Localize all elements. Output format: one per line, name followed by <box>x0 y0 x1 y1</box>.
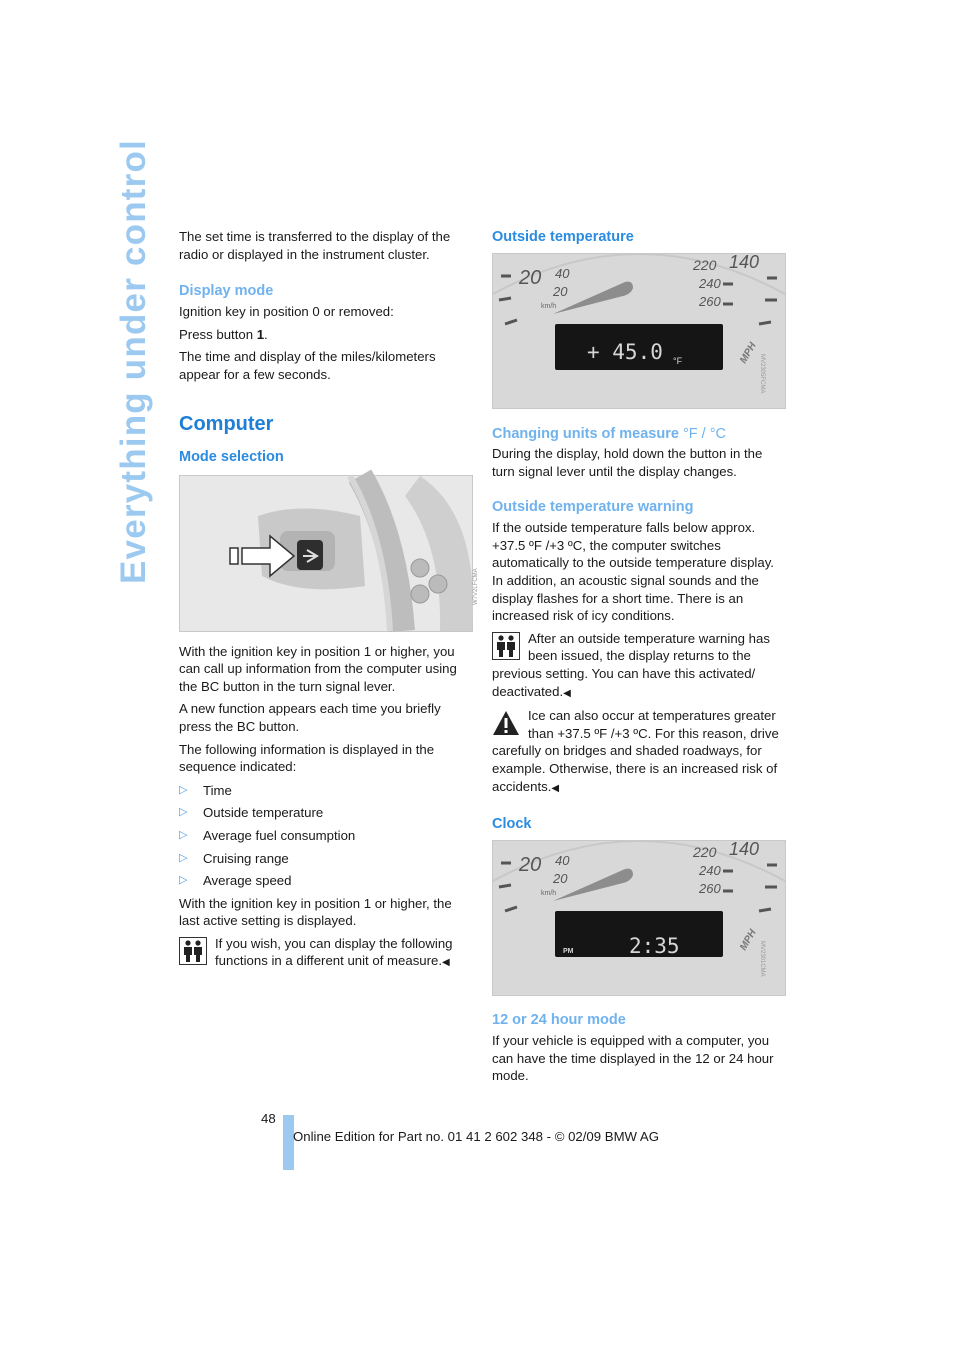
gauge-mph: MPH <box>738 340 759 366</box>
page-number: 48 <box>261 1111 276 1126</box>
gauge-label: 240 <box>699 276 721 291</box>
gauge-label: 140 <box>729 252 760 272</box>
gauge-label: 40 <box>555 853 570 869</box>
ice-warning-text: Ice can also occur at temperatures greater than +37.5 ºF /+3 ºC. For this reason, drive carefully on bridges and shaded roadways, for example. Otherwise, there is an increased risk of accidents. <box>492 708 779 794</box>
gauge-label: 20 <box>553 871 568 887</box>
warning-triangle-icon <box>492 709 520 737</box>
gauge-unit: km/h <box>541 890 557 898</box>
clock-heading: Clock <box>492 816 532 833</box>
triangle-bullet-icon: ▷ <box>179 806 188 819</box>
temperature-unit: °F <box>673 356 683 366</box>
people-info-icon <box>179 937 207 965</box>
gauge-mph: MPH <box>738 927 759 953</box>
info-sequence-list <box>179 782 471 890</box>
triangle-bullet-icon: ▷ <box>179 783 188 796</box>
gauge-label: 220 <box>693 257 717 273</box>
right-column <box>492 228 788 1085</box>
temperature-readout: + 45.0 <box>587 340 663 364</box>
turn-signal-lever-figure <box>179 475 479 632</box>
gauge-label: 20 <box>519 854 542 877</box>
side-title-text: Everything under control <box>114 139 153 584</box>
gauge-label: 140 <box>729 839 760 860</box>
display-mode-heading: Display mode <box>179 283 274 300</box>
list-item: ▷ Average speed <box>179 873 292 889</box>
left-column <box>179 228 479 972</box>
outside-temperature-heading: Outside temperature <box>492 229 634 245</box>
svg-text:MV2305FCMA: MV2305FCMA <box>759 354 765 394</box>
clock-pm: PM <box>563 948 574 956</box>
triangle-bullet-icon: ▷ <box>179 851 188 864</box>
mode-selection-p1: With the ignition key in position 1 or higher, you can call up information from the computer using the BC button in the turn signal lever. <box>179 643 457 694</box>
display-mode-p2: Press button 1. <box>179 326 268 342</box>
end-mark-icon: ◀ <box>551 782 560 794</box>
end-mark-icon: ◀ <box>442 957 450 969</box>
clock-readout: 2:35 <box>629 934 680 959</box>
list-item: ▷ Time <box>179 782 232 798</box>
end-mark-icon: ◀ <box>563 687 571 699</box>
svg-text:W7V2LFCMA: W7V2LFCMA <box>473 567 479 605</box>
triangle-bullet-icon: ▷ <box>179 874 188 887</box>
changing-units-heading: Changing units of measure °F / °C <box>492 426 726 442</box>
gauge-label: 220 <box>693 844 717 861</box>
changing-units-text: During the display, hold down the button in the turn signal lever until the display changes. <box>492 446 763 479</box>
temperature-warning-text: If the outside temperature falls below approx. +37.5 ºF /+3 ºC, the computer switches automatically to the outside temperature display. In addition, an acoustic signal sounds and the display flashes for a short time. There is an increased risk of icy conditions. <box>492 520 774 624</box>
display-mode-p1: Ignition key in position 0 or removed: <box>179 304 394 320</box>
gauge-label: 260 <box>699 881 721 897</box>
gauge-label: 40 <box>555 266 570 281</box>
list-item: ▷ Cruising range <box>179 850 289 866</box>
side-section-title <box>112 139 153 592</box>
list-item: ▷ Average fuel consumption <box>179 827 356 843</box>
activation-note-text: After an outside temperature warning has been issued, the display returns to the previous setting. You can have this activated/ deactivated. <box>492 630 770 699</box>
temperature-warning-heading: Outside temperature warning <box>492 499 694 516</box>
computer-heading: Computer <box>179 412 274 435</box>
hour-mode-heading: 12 or 24 hour mode <box>492 1012 626 1029</box>
gauge-unit: km/h <box>541 303 557 310</box>
mode-selection-p2: A new function appears each time you briefly press the BC button. <box>179 701 441 734</box>
mode-selection-p4: With the ignition key in position 1 or higher, the last active setting is displayed. <box>179 895 452 929</box>
mode-selection-heading: Mode selection <box>179 448 284 465</box>
mode-selection-p3: The following information is displayed in the sequence indicated: <box>179 741 435 775</box>
display-mode-p3: The time and display of the miles/kilometers appear for a few seconds. <box>179 349 436 382</box>
ice-warning-note <box>492 707 788 797</box>
units-note <box>179 935 471 972</box>
list-item: ▷ Outside temperature <box>179 805 324 821</box>
gauge-label: 20 <box>519 267 542 289</box>
outside-temperature-figure <box>492 253 786 409</box>
clock-figure <box>492 840 786 996</box>
people-info-icon <box>492 632 520 660</box>
units-note-text: If you wish, you can display the following functions in a different unit of measure. <box>215 935 453 969</box>
gauge-label: 20 <box>553 284 568 299</box>
footer-text: Online Edition for Part no. 01 41 2 602 348 - © 02/09 BMW AG <box>293 1129 659 1144</box>
gauge-label: 240 <box>699 863 721 879</box>
triangle-bullet-icon: ▷ <box>179 828 188 841</box>
gauge-label: 260 <box>699 294 721 309</box>
activation-note <box>492 630 788 702</box>
intro-paragraph: The set time is transferred to the display of the radio or displayed in the instrument cluster. <box>179 229 451 262</box>
hour-mode-text: If your vehicle is equipped with a computer, you can have the time displayed in the 12 or 24 hour mode. <box>492 1033 774 1084</box>
svg-text:MV2301CMA: MV2301CMA <box>759 941 765 977</box>
